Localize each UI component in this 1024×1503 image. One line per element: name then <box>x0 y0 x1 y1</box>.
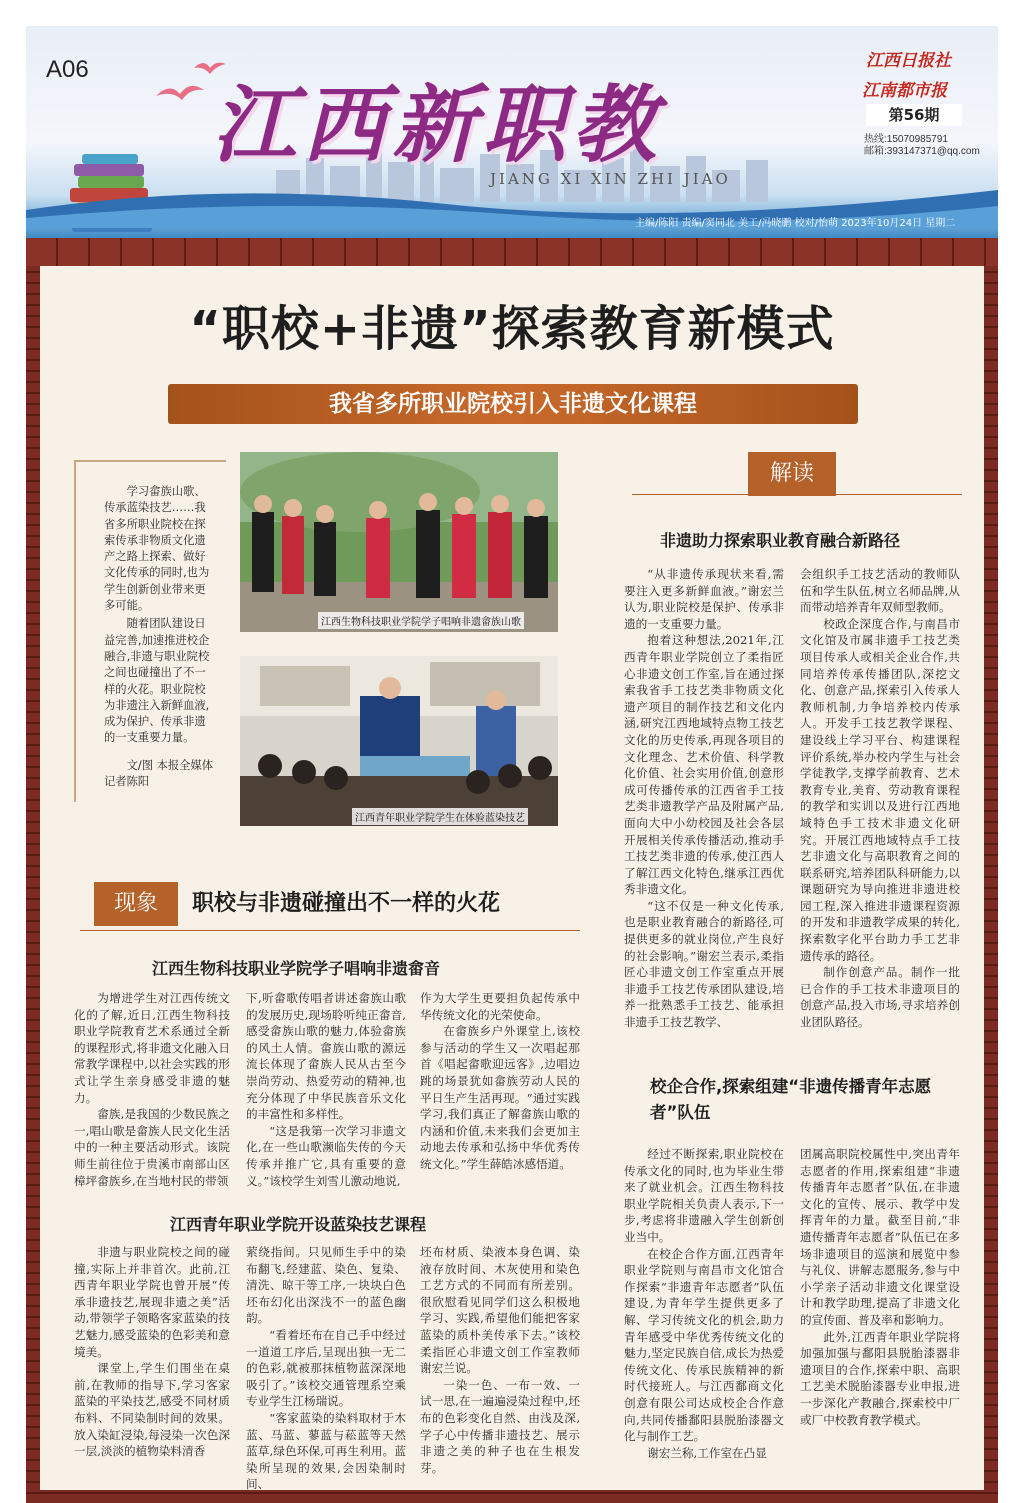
lead-paragraph: 学习畲族山歌、传承蓝染技艺……我省多所职业院校在探索传承非物质文化遗产之路上探索、做好文化传承的同时,也为学生创新创业带来更多可能。 <box>104 485 210 613</box>
subsection-title: 江西青年职业学院开设蓝染技艺课程 <box>170 1215 427 1234</box>
page-number: A06 <box>46 56 89 83</box>
issue-number: 第56期 <box>866 104 962 126</box>
text-column <box>800 566 960 1028</box>
masthead-pinyin: JIANG XI XIN ZHI JIAO <box>490 170 731 188</box>
photo-she-folk-song <box>240 452 558 632</box>
paragraph: 畲族,是我国的少数民族之一,唱山歌是畲族人民文化生活中的一种主要活动形式。该院师生前往位于贵溪市南部山区樟坪畲族乡,在当地村民的带领 <box>74 1107 230 1188</box>
paragraph: “这是我第一次学习非遗文化,在一些山歌濒临失传的今天传承并推广它,具有重要的意义。”该校学生刘雪儿激动地说, <box>246 1123 406 1188</box>
paragraph: “这不仅是一种文化传承,也是职业教育融合的新路径,可提供更多的就业岗位,产生良好的社会影响。”谢宏兰表示,柔指匠心非遗文创工作室重点开展非遗手工技艺传承团队建设,培养一批熟悉手工技艺、能承担非遗手工技艺教学、 <box>624 898 784 1030</box>
paragraph: 校政企深度合作,与南昌市文化馆及市属非遗手工技艺类项目传承人或相关企业合作,共同培养传承传播团队,深挖文化、创意产品,探索引入传承人教师机制,力争培养校内传承人。开发手工技艺教学课程、建设线上学习平台、构建课程评价系统,举办校内学生与社会学徒教学,支撑学前教育、艺术教育专业,美育、劳动教育课程的教学和实训以及进行江西地域特色手工技术非遗文化研究。开展江西地域特点手工技艺非遗文化与高职教育之间的联系研究,培养团队科研能力,以课题研究为导向推进非遗进校园工程,深入推进非遗课程资源的开发和非遗教学成果的转化,探索数字化平台助力手工艺非遗传承的路径。 <box>800 616 960 963</box>
paragraph: 下,听畲歌传唱者讲述畲族山歌的发展历史,现场聆听纯正畲音,感受畲族山歌的魅力,体验畲族的风土人情。畲族山歌的源远流长体现了畲族人民从古至今崇尚劳动、热爱劳动的精神,也充分体现了中华民族音乐文化的丰富性和多样性。 <box>246 991 406 1122</box>
publisher-logo-1: 江西日报社 <box>866 51 951 71</box>
text-column <box>624 1146 784 1472</box>
subsection-title: 江西生物科技职业学院学子唱响非遗畲音 <box>152 959 441 978</box>
editor-credits: 主编/陈阳 责编/窦同北 美工/冯晓鹏 校对/怡萌 2023年10月24日 星期二 <box>635 218 956 229</box>
text-column <box>74 1244 230 1472</box>
photo1-caption: 江西生物科技职业学院学子唱响非遗畲族山歌 <box>318 612 524 629</box>
paragraph: 团属高职院校属性中,突出青年志愿者的作用,探索组建“非遗传播青年志愿者”队伍,在非遗文化的宣传、展示、教学中发挥青年的力量。截至目前,“非遗传播青年志愿者”队伍已在多场非遗项目的巡演和展览中参与礼仪、讲解志愿服务,参与中小学亲子活动非遗文化课堂设计和教学助理,提高了非遗文化的宣传面、普及率和影响力。 <box>800 1147 960 1327</box>
paragraph: 课堂上,学生们围坐在桌前,在教师的指导下,学习客家蓝染的平染技艺,感受不同材质布料、不同染制时间的效果。放入染缸浸染,每浸染一次色深一层,淡淡的植物染料清香 <box>74 1361 230 1459</box>
section-tag-interpretation: 解读 <box>748 452 836 496</box>
paragraph: 抱着这种想法,2021年,江西青年职业学院创立了柔指匠心非遗文创工作室,旨在通过探索我省手工技艺类非物质文化遗产项目的制作技艺和文化内涵,研究江西地域特点物工技艺文化的历史传承,再现各项目的文化理念、艺术价值、科学教化价值、社会实用价值,创意形成可传播传承的江西省手工技艺类非遗教学产品及附属产品,面向大中小幼校园及社会各层开展相关传承传播活动,推动手工技艺类非遗的传承,使江西人了解江西文化特色,继承江西优秀非遗文化。 <box>624 633 784 897</box>
text-column <box>74 990 230 1188</box>
photo-blue-dye-class <box>240 656 558 826</box>
section-tag-phenomenon: 现象 <box>94 882 178 926</box>
text-column <box>246 990 406 1188</box>
paragraph: 制作创意产品。制作一批已合作的手工技术非遗项目的创意产品,投入市场,寻求培养创业团队路径。 <box>800 965 960 1030</box>
paragraph: “看着坯布在自己手中经过一道道工序后,呈现出独一无二的色彩,就被那抹植物蓝深深地吸引了。”该校交通管理系空乘专业学生江杨瑞说。 <box>246 1327 406 1409</box>
lead-credit: 文/图 本报全媒体记者陈阳 <box>104 759 214 788</box>
subsection-title: 非遗助力探索职业教育融合新路径 <box>660 531 901 550</box>
email: 邮箱:393147371@qq.com <box>864 146 980 157</box>
paragraph: 此外,江西青年职业学院将加强加强与鄱阳县脱胎漆器非遗项目的合作,探索中职、高职工艺美术脱胎漆器专业申报,进一步深化产教融合,探索校中厂或厂中校教育教学模式。 <box>800 1329 960 1427</box>
subsection-title: 校企合作,探索组建“非遗传播青年志愿者”队伍 <box>650 1077 932 1122</box>
hotline: 热线:15070985791 <box>864 134 948 145</box>
paragraph: 非遗与职业院校之间的碰撞,实际上并非首次。此前,江西青年职业学院也曾开展“传承非遗技艺,展现非遗之美”活动,带领学子领略客家蓝染的技艺魅力,感受蓝染的色彩美和意境美。 <box>74 1245 230 1359</box>
lead-paragraphs <box>104 484 216 749</box>
text-column <box>420 990 580 1182</box>
publisher-logo-2: 江南都市报 <box>862 81 947 101</box>
text-column <box>246 1244 406 1492</box>
folk-song-photo-icon <box>240 452 558 632</box>
text-column <box>420 1244 580 1475</box>
paragraph: 在校企合作方面,江西青年职业学院则与南昌市文化馆合作探索“非遗青年志愿者”队伍建设,为青年学生提供更多了解、学习传统文化的机会,助力青年感受中华优秀传统文化的魅力,坚定民族自信,成长为热爱传统文化、传承民族精神的新时代接班人。与江西鄱商文化创意有限公司达成校企合作意向,共同传播鄱阳县脱胎漆器文化与制作工艺。 <box>624 1246 784 1444</box>
paragraph: 为增进学生对江西传统文化的了解,近日,江西生物科技职业学院教育艺术系通过全新的课程形式,将非遗文化融入日常教学课程中,以社会实践的形式让学生亲身感受非遗的魅力。 <box>74 991 230 1105</box>
paragraph: 经过不断探索,职业院校在传承文化的同时,也为毕业生带来了就业机会。江西生物科技职业学院相关负责人表示,下一步,考虑将非遗融入学生创新创业当中。 <box>624 1147 784 1244</box>
text-column <box>624 566 784 1028</box>
paragraph: 一染一色、一布一效、一试一思,在一遍遍浸染过程中,坯布的色彩变化自然、由浅及深,学子心中传播非遗技艺、展示非遗之美的种子也在生根发芽。 <box>420 1377 580 1475</box>
text-column <box>800 1146 960 1472</box>
paragraph: 谢宏兰称,工作室在凸显 <box>647 1445 767 1460</box>
section-title-phenomenon: 职校与非遗碰撞出不一样的火花 <box>192 891 501 916</box>
paragraph: 萦绕指间。只见师生手中的染布翻飞,经建蓝、染色、复染、清洗、晾干等工序,一块块白色坯布幻化出深浅不一的蓝色幽韵。 <box>246 1245 406 1326</box>
section-divider <box>80 930 580 931</box>
paragraph: 作为大学生更要担负起传承中华传统文化的光荣使命。 <box>420 991 580 1022</box>
photo2-caption: 江西青年职业学院学生在体验蓝染技艺 <box>352 808 528 825</box>
brick-frame-top <box>26 238 998 266</box>
paragraph: “从非遗传承现状来看,需要注入更多新鲜血液。”谢宏兰认为,职业院校是保护、传承非遗的一支重要力量。 <box>624 567 784 631</box>
blue-dye-photo-icon <box>240 656 558 826</box>
paragraph: “客家蓝染的染料取材于木蓝、马蓝、蓼蓝与菘蓝等天然蓝草,绿色环保,可再生利用。蓝染所呈现的效果,会因染制时间、 <box>246 1410 406 1492</box>
paragraph: 坯布材质、染液本身色调、染液存放时间、木灰使用和染色工艺方式的不同而有所差别。很欣慰看见同学们这么积极地学习、实践,希望他们能把客家蓝染的质朴美传承下去。”该校柔指匠心非遗文创工作室教师谢宏兰说。 <box>420 1245 580 1376</box>
section-divider <box>632 494 962 495</box>
lead-paragraph: 随着团队建设日益完善,加速推进校企融合,非遗与职业院校之间也碰撞出了不一样的火花。职业院校为非遗注入新鲜血液,成为保护、传承非遗的一支重要力量。 <box>104 617 210 745</box>
headline: “职校+非遗”探索教育新模式 <box>189 301 835 357</box>
paragraph: 会组织手工技艺活动的教师队伍和学生队伍,树立名师品牌,从而带动培养青年双师型教师。 <box>800 567 960 615</box>
masthead-title: 江西新职教 <box>212 76 663 174</box>
subheadline: 我省多所职业院校引入非遗文化课程 <box>329 391 697 417</box>
paragraph: 在畲族乡户外课堂上,该校参与活动的学生又一次唱起那首《唱起畲歌迎远客》,边唱边跳的场景犹如畲族劳动人民的平日生产生活再现。“通过实践学习,我们真正了解畲族山歌的内涵和价值,未来我们会更加主动地去传承和弘扬中华优秀传统文化。”学生薛皓冰感悟道。 <box>420 1024 580 1171</box>
